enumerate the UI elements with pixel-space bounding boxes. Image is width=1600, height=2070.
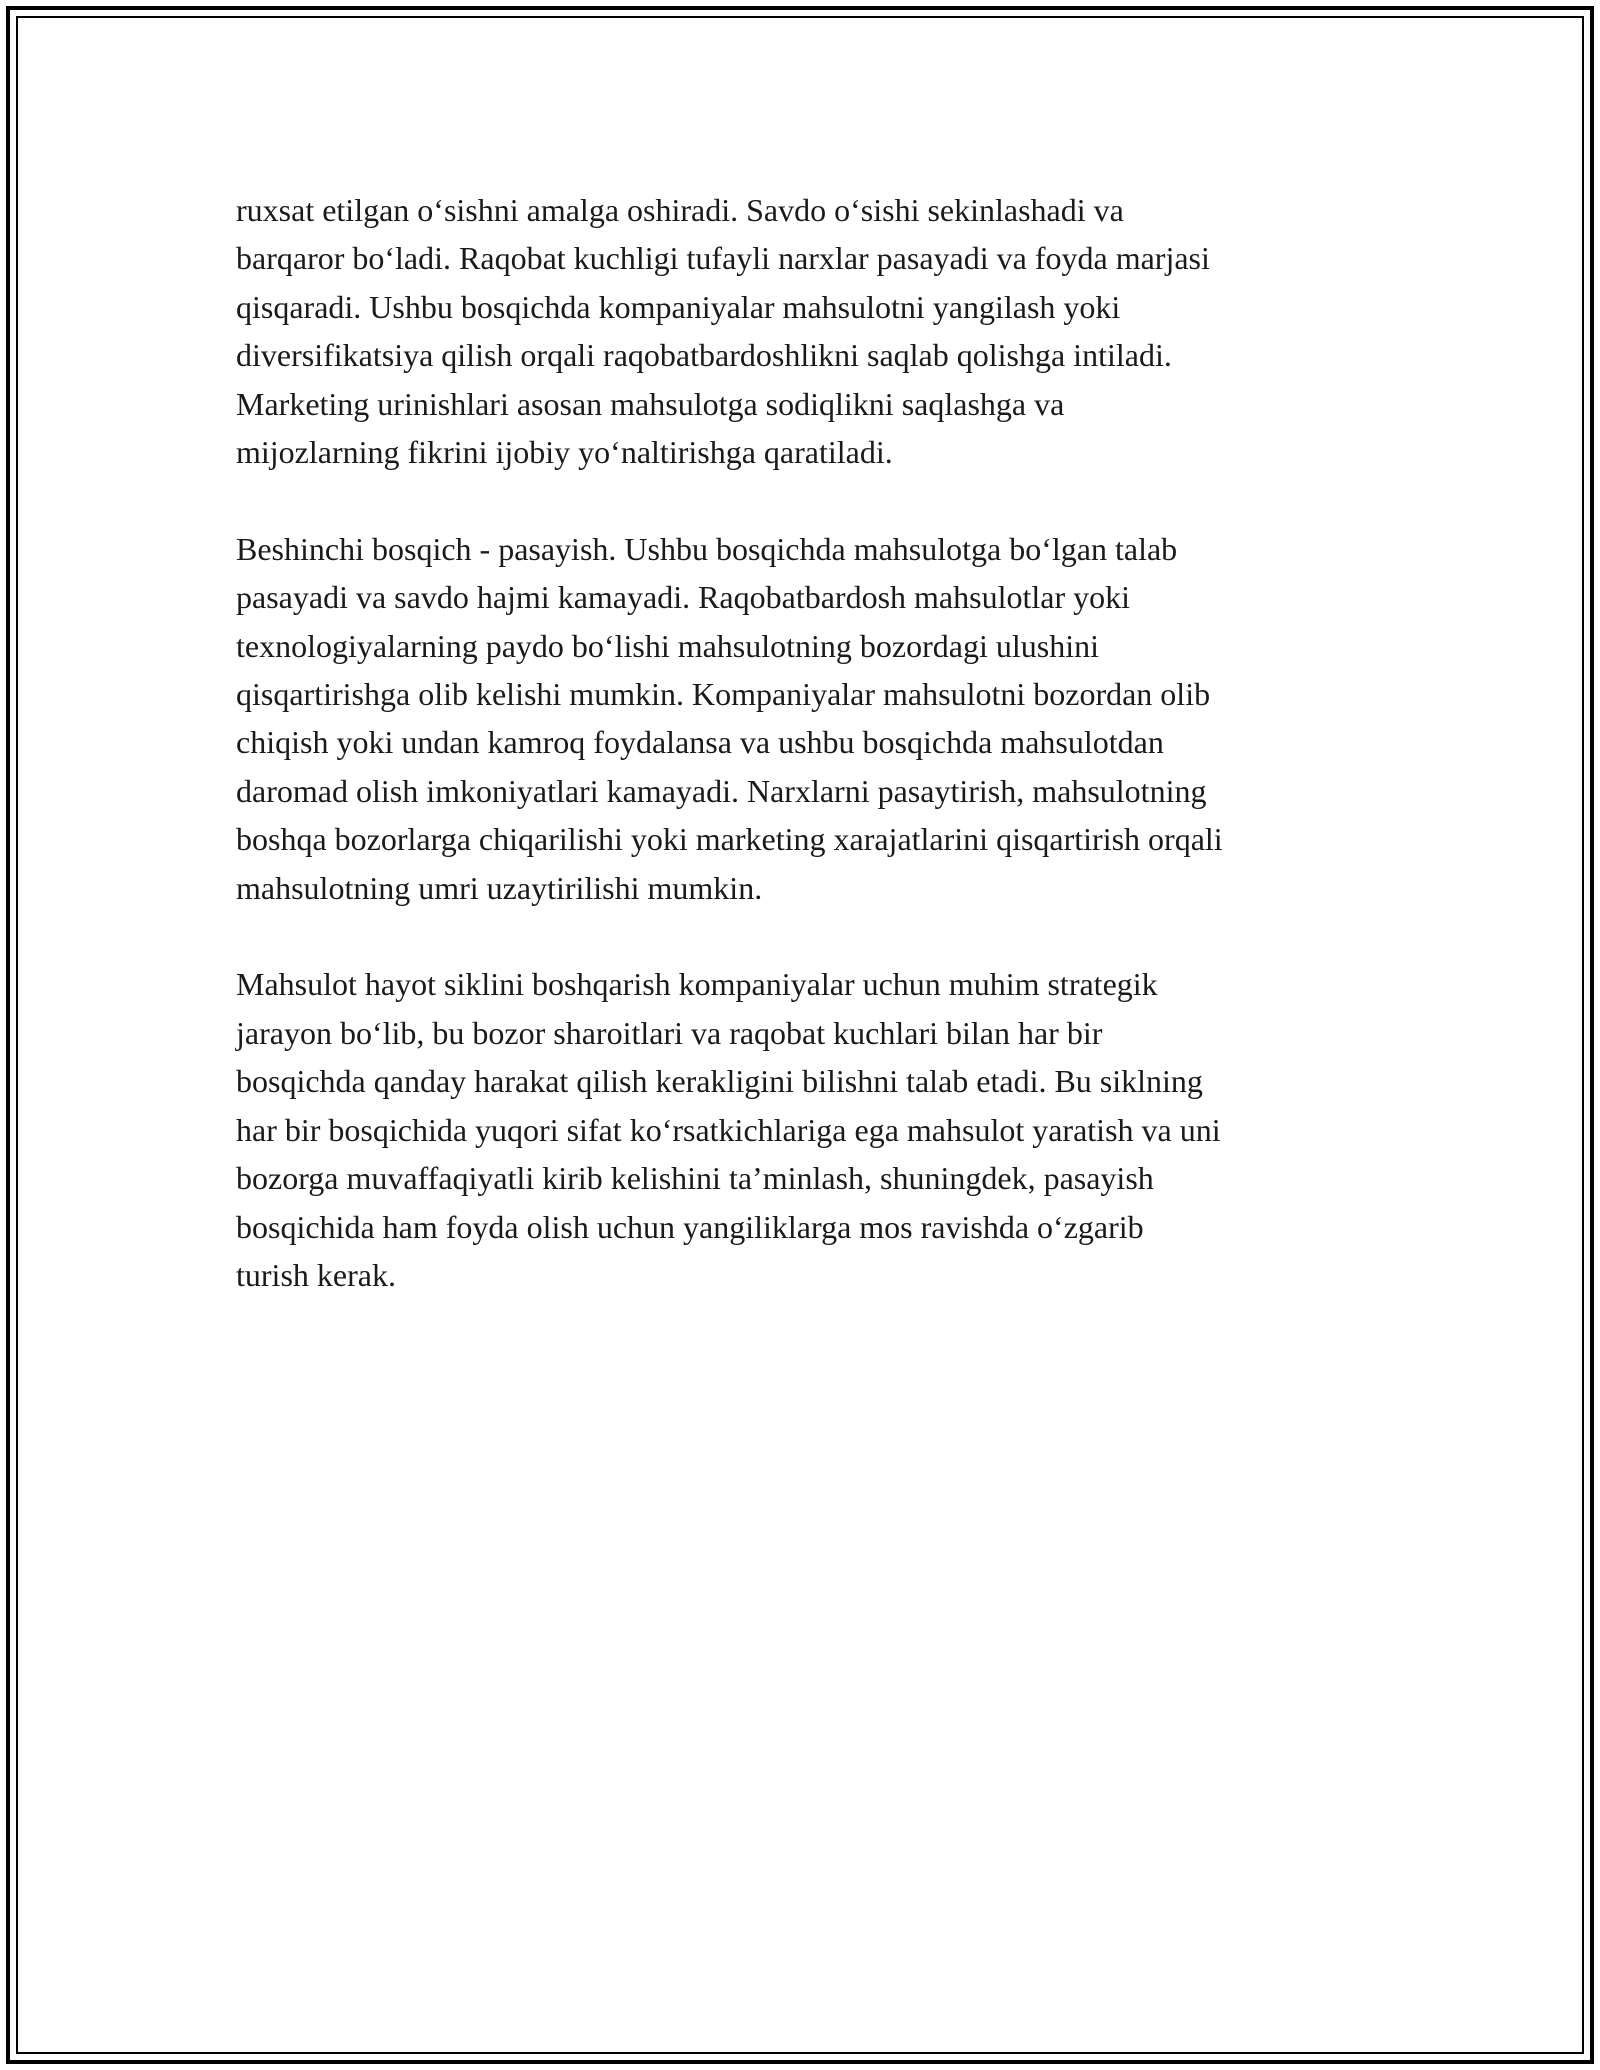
text-line: chiqish yoki undan kamroq foydalansa va ushbu bosqichda mahsulotdan bbox=[236, 724, 1164, 761]
text-line: Beshinchi bosqich - pasayish. Ushbu bosqichda mahsulotga bo‘lgan talab bbox=[236, 530, 1178, 567]
text-line: turish kerak. bbox=[236, 1256, 396, 1293]
text-line: ruxsat etilgan o‘sishni amalga oshiradi. Savdo o‘sishi sekinlashadi va bbox=[236, 192, 1124, 228]
text-line: diversifikatsiya qilish orqali raqobatbardoshlikni saqlab qolishga intiladi. bbox=[236, 337, 1172, 374]
text-line: Marketing urinishlari asosan mahsulotga sodiqlikni saqlashga va bbox=[236, 385, 1065, 422]
text-line: texnologiyalarning paydo bo‘lishi mahsulotning bozordagi ulushini bbox=[236, 627, 1099, 664]
paragraph-1 bbox=[236, 186, 1416, 476]
text-line: qisqartirishga olib kelishi mumkin. Kompaniyalar mahsulotni bozordan olib bbox=[236, 676, 1211, 713]
text-line: mahsulotning umri uzaytirilishi mumkin. bbox=[236, 869, 763, 906]
document-body bbox=[236, 186, 1416, 1348]
text-line: boshqa bozorlarga chiqarilishi yoki marketing xarajatlarini qisqartirish orqali bbox=[236, 821, 1223, 858]
text-line: bosqichida ham foyda olish uchun yangiliklarga mos ravishda o‘zgarib bbox=[236, 1208, 1144, 1245]
text-line: barqaror bo‘ladi. Raqobat kuchligi tufayli narxlar pasayadi va foyda marjasi bbox=[236, 240, 1210, 277]
text-line: pasayadi va savdo hajmi kamayadi. Raqobatbardosh mahsulotlar yoki bbox=[236, 579, 1130, 616]
text-line: Mahsulot hayot siklini boshqarish kompaniyalar uchun muhim strategik bbox=[236, 966, 1158, 1003]
text-line: qisqaradi. Ushbu bosqichda kompaniyalar mahsulotni yangilash yoki bbox=[236, 288, 1121, 325]
text-line: daromad olish imkoniyatlari kamayadi. Narxlarni pasaytirish, mahsulotning bbox=[236, 772, 1207, 809]
paragraph-2 bbox=[236, 525, 1416, 912]
text-line: bozorga muvaffaqiyatli kirib kelishini ta’minlash, shuningdek, pasayish bbox=[236, 1160, 1154, 1197]
text-line: mijozlarning fikrini ijobiy yo‘naltirishga qaratiladi. bbox=[236, 434, 893, 471]
text-line: har bir bosqichida yuqori sifat ko‘rsatkichlariga ega mahsulot yaratish va uni bbox=[236, 1111, 1221, 1148]
text-line: jarayon bo‘lib, bu bozor sharoitlari va raqobat kuchlari bilan har bir bbox=[236, 1014, 1103, 1051]
paragraph-3 bbox=[236, 960, 1416, 1299]
text-line: bosqichda qanday harakat qilish kerakligini bilishni talab etadi. Bu siklning bbox=[236, 1063, 1203, 1100]
